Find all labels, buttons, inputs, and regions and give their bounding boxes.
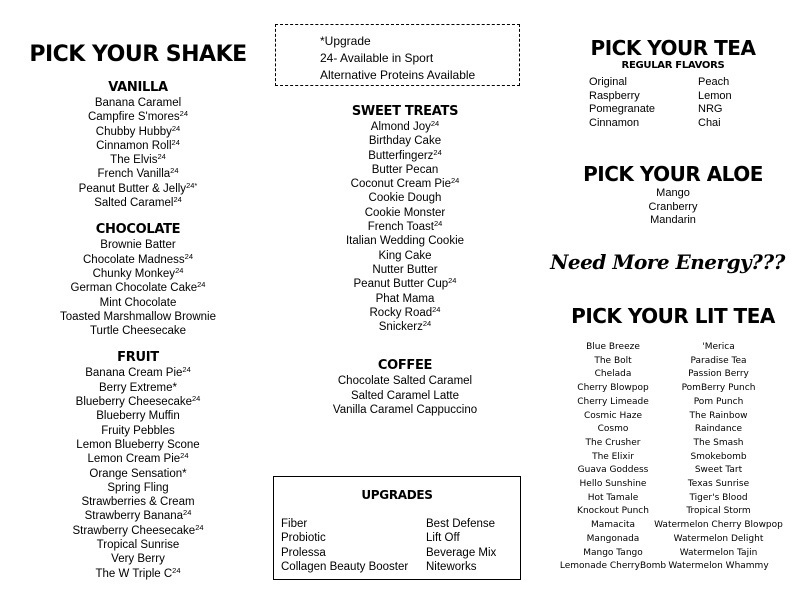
sport-marker: 24 xyxy=(422,319,432,329)
list-item xyxy=(290,389,520,403)
upgrades-title: UPGRADES xyxy=(361,488,433,502)
sport-marker: 24 xyxy=(171,137,180,147)
list-item xyxy=(290,206,520,220)
list-item xyxy=(25,424,251,438)
shake-title: PICK YOUR SHAKE xyxy=(29,42,247,67)
list-item xyxy=(25,538,251,552)
flavor-name: Butter Pecan xyxy=(371,163,439,176)
sport-marker: 24 xyxy=(179,109,188,119)
section-heading: SWEET TREATS xyxy=(351,104,459,119)
flavor-name: Strawberries & Cream xyxy=(81,496,195,509)
list-item: Chelada xyxy=(594,369,632,380)
flavor-name: Tropical Sunrise xyxy=(96,539,180,552)
list-item xyxy=(290,120,520,134)
sport-marker: 24 xyxy=(183,508,192,518)
flavor-name: Toasted Marshmallow Brownie xyxy=(60,310,216,323)
flavor-name: Banana Cream Pie xyxy=(85,367,183,380)
upgrades-right-list xyxy=(426,517,496,574)
list-item xyxy=(25,253,251,267)
list-item xyxy=(290,149,520,163)
flavor-name: German Chocolate Cake xyxy=(70,282,198,295)
flavor-name: Chocolate Madness xyxy=(83,253,185,266)
list-item xyxy=(290,163,520,177)
list-item: Peach xyxy=(698,76,730,88)
flavor-name: Strawberry Banana xyxy=(84,510,184,523)
section-heading: FRUIT xyxy=(117,350,159,366)
list-item: Watermelon Tajin xyxy=(679,547,758,558)
list-item: Watermelon Whammy xyxy=(668,561,769,572)
flavor-name: Chunky Monkey xyxy=(92,267,176,280)
flavor-name: Chubby Hubby xyxy=(95,125,172,138)
list-item: Guava Goddess xyxy=(577,465,649,476)
list-item xyxy=(25,452,251,466)
flavor-name: Cookie Monster xyxy=(364,206,446,219)
list-item: Mango xyxy=(656,187,690,199)
list-item: The Rainbow xyxy=(689,410,748,421)
list-item: Lemonade CherryBomb xyxy=(559,561,667,572)
list-item: Texas Sunrise xyxy=(687,479,750,490)
list-item xyxy=(290,374,520,388)
sport-marker: 24 xyxy=(197,280,206,290)
flavor-name: Rocky Road xyxy=(369,306,433,319)
list-item: Smokebomb xyxy=(690,451,747,462)
list-item: Passion Berry xyxy=(688,369,749,380)
shake-section-chocolate xyxy=(25,222,251,338)
flavor-name: Coconut Cream Pie xyxy=(350,178,451,191)
sport-marker: 24 xyxy=(432,304,441,314)
sport-marker: 24* xyxy=(186,180,198,190)
sport-marker: 24 xyxy=(170,166,179,176)
flavor-name: Fruity Pebbles xyxy=(101,424,175,437)
list-item xyxy=(290,292,520,306)
flavor-name: French Vanilla xyxy=(97,168,171,181)
list-item: Tiger's Blood xyxy=(689,492,748,503)
flavor-name: Cinnamon Roll xyxy=(96,139,172,152)
lit-tea-title: PICK YOUR LIT TEA xyxy=(571,304,775,328)
aloe-list xyxy=(558,187,788,228)
upgrades-left-list xyxy=(281,517,408,574)
flavor-name: The W Triple C xyxy=(95,567,173,580)
sport-marker: 24 xyxy=(433,147,442,157)
flavor-name: Orange Sensation* xyxy=(89,467,187,480)
list-item xyxy=(25,381,251,395)
list-item xyxy=(25,167,251,181)
list-item xyxy=(25,238,251,252)
sport-marker: 24 xyxy=(175,265,184,275)
lit-tea-menu xyxy=(558,304,788,572)
shake-sections xyxy=(25,80,251,581)
list-item: Watermelon Delight xyxy=(673,533,764,544)
flavor-name: Peanut Butter & Jelly xyxy=(78,182,187,195)
list-item: Cherry Blowpop xyxy=(577,383,649,394)
sport-marker: 24 xyxy=(430,119,440,128)
flavor-name: Banana Caramel xyxy=(94,97,182,109)
flavor-name: Lemon Blueberry Scone xyxy=(76,438,200,451)
list-item xyxy=(25,409,251,423)
list-item xyxy=(25,110,251,124)
list-item xyxy=(25,267,251,281)
list-item: NRG xyxy=(698,103,723,115)
list-item: The Elixir xyxy=(592,451,634,462)
sport-marker: 24 xyxy=(192,394,201,404)
tea-menu xyxy=(558,36,788,129)
list-item: The Crusher xyxy=(585,437,641,448)
sport-marker: 24 xyxy=(433,219,443,229)
flavor-name: Campfire S'mores xyxy=(87,111,180,124)
sport-marker: 24 xyxy=(172,565,181,575)
list-item: Original xyxy=(589,76,627,88)
list-item: 'Merica xyxy=(702,342,735,352)
flavor-name: Almond Joy xyxy=(370,121,431,133)
flavor-name: Cookie Dough xyxy=(368,192,442,205)
section-heading: VANILLA xyxy=(108,80,168,95)
list-item: Cosmo xyxy=(597,424,629,435)
list-item: Paradise Tea xyxy=(690,355,747,366)
list-item: Mangonada xyxy=(586,533,640,544)
flavor-name: French Toast xyxy=(367,221,434,234)
list-item xyxy=(290,306,520,320)
flavor-name: King Cake xyxy=(378,249,432,262)
flavor-list xyxy=(25,366,251,580)
list-item: Collagen Beauty Booster xyxy=(281,560,409,573)
list-item: Best Defense xyxy=(426,518,496,530)
list-item xyxy=(25,324,251,338)
list-item: Pom Punch xyxy=(693,396,744,407)
flavor-name: Chocolate Salted Caramel xyxy=(337,375,473,388)
list-item: Hot Tamale xyxy=(587,492,639,503)
list-item: Sweet Tart xyxy=(694,465,743,476)
flavor-list xyxy=(290,120,520,334)
flavor-name: Phat Mama xyxy=(375,292,435,305)
list-item: Lift Off xyxy=(426,532,460,545)
middle-section-coffee xyxy=(290,358,520,417)
section-heading: COFFEE xyxy=(377,358,433,374)
tea-title: PICK YOUR TEA xyxy=(590,36,756,60)
flavor-list xyxy=(25,96,251,210)
list-item: Chai xyxy=(698,116,721,129)
list-item: Knockout Punch xyxy=(577,506,649,517)
flavor-name: Birthday Cake xyxy=(368,135,442,148)
list-item xyxy=(290,277,520,291)
list-item: Prolessa xyxy=(281,546,326,559)
flavor-name: Brownie Batter xyxy=(100,239,176,252)
flavor-name: Blueberry Muffin xyxy=(96,410,180,423)
list-item: Mandarin xyxy=(650,214,696,226)
sport-marker: 24 xyxy=(195,522,204,532)
flavor-name: Turtle Cheesecake xyxy=(89,325,187,338)
flavor-name: Very Berry xyxy=(111,553,165,566)
sport-marker: 24 xyxy=(180,451,189,461)
aloe-menu xyxy=(558,162,788,228)
sport-marker: 24 xyxy=(157,152,166,162)
shake-section-vanilla xyxy=(25,80,251,210)
flavor-list xyxy=(25,238,251,338)
list-item xyxy=(25,182,251,196)
legend-note-box xyxy=(275,24,520,86)
list-item xyxy=(290,263,520,277)
list-item xyxy=(25,524,251,538)
list-item xyxy=(25,125,251,139)
list-item: Raspberry xyxy=(589,89,640,102)
list-item: Cosmic Haze xyxy=(583,410,643,421)
sport-marker: 24 xyxy=(184,251,193,261)
list-item: Cranberry xyxy=(648,200,698,213)
middle-sections xyxy=(290,104,520,417)
flavor-name: Italian Wedding Cookie xyxy=(345,235,465,248)
list-item xyxy=(25,153,251,167)
list-item xyxy=(290,403,520,417)
list-item xyxy=(25,467,251,481)
list-item: Cherry Limeade xyxy=(577,396,649,407)
flavor-name: Snickerz xyxy=(378,321,423,334)
list-item xyxy=(290,134,520,148)
upgrades-box xyxy=(273,476,521,580)
flavor-name: Butterfingerz xyxy=(368,149,434,162)
tea-left-list xyxy=(589,76,655,130)
middle-menu xyxy=(290,104,520,417)
list-item xyxy=(290,234,520,248)
sport-marker: 24 xyxy=(173,195,182,205)
list-item xyxy=(25,310,251,324)
list-item: Beverage Mix xyxy=(426,546,497,559)
list-item xyxy=(25,567,251,581)
middle-section-sweet-treats xyxy=(290,104,520,334)
list-item: The Bolt xyxy=(594,355,632,366)
list-item xyxy=(290,220,520,234)
list-item xyxy=(290,191,520,205)
flavor-name: Salted Caramel Latte xyxy=(350,389,460,402)
flavor-name: The Elvis xyxy=(110,154,158,167)
flavor-list xyxy=(290,374,520,417)
list-item xyxy=(25,509,251,523)
list-item xyxy=(290,177,520,191)
list-item: The Smash xyxy=(693,437,744,448)
list-item xyxy=(25,366,251,380)
list-item xyxy=(25,96,251,110)
list-item: Tropical Storm xyxy=(686,506,751,517)
list-item: Cinnamon xyxy=(589,116,640,129)
list-item: Probiotic xyxy=(281,532,326,545)
flavor-name: Nutter Butter xyxy=(372,263,438,276)
list-item xyxy=(25,139,251,153)
section-heading: CHOCOLATE xyxy=(95,222,181,238)
list-item: Hello Sunshine xyxy=(579,479,647,490)
shake-menu xyxy=(25,42,251,581)
list-item: Pomegranate xyxy=(589,103,656,115)
list-item: Watermelon Cherry Blowpop xyxy=(654,520,783,531)
flavor-name: Salted Caramel xyxy=(94,197,174,210)
list-item: Niteworks xyxy=(426,560,477,573)
list-item xyxy=(290,249,520,263)
flavor-name: Peanut Butter Cup xyxy=(353,278,449,291)
flavor-name: Strawberry Cheesecake xyxy=(72,524,196,537)
energy-banner: Need More Energy??? xyxy=(550,250,785,274)
list-item: Raindance xyxy=(694,424,743,435)
flavor-name: Blueberry Cheesecake xyxy=(75,396,192,409)
list-item xyxy=(25,552,251,566)
legend-upgrade: *Upgrade xyxy=(320,34,371,48)
list-item: PomBerry Punch xyxy=(681,383,756,394)
list-item: Lemon xyxy=(698,89,732,102)
legend-sport: 24- Available in Sport xyxy=(320,51,434,65)
list-item: Fiber xyxy=(281,518,308,530)
shake-section-fruit xyxy=(25,350,251,580)
flavor-name: Berry Extreme* xyxy=(99,381,177,394)
aloe-title: PICK YOUR ALOE xyxy=(583,162,763,186)
sport-marker: 24 xyxy=(451,176,460,186)
list-item xyxy=(25,196,251,210)
tea-right-list xyxy=(698,76,732,130)
list-item xyxy=(25,395,251,409)
flavor-name: Spring Fling xyxy=(107,481,169,494)
lit-tea-right-list xyxy=(646,341,791,574)
list-item xyxy=(25,281,251,295)
sport-marker: 24 xyxy=(171,123,181,133)
list-item: Mamacita xyxy=(590,520,636,531)
list-item xyxy=(25,438,251,452)
legend-alt-proteins: Alternative Proteins Available xyxy=(320,68,476,82)
sport-marker: 24 xyxy=(182,365,191,375)
list-item xyxy=(290,320,520,334)
list-item xyxy=(25,481,251,495)
sport-marker: 24 xyxy=(448,276,457,286)
flavor-name: Mint Chocolate xyxy=(99,296,177,309)
flavor-name: Vanilla Caramel Cappuccino xyxy=(332,404,478,417)
list-item xyxy=(25,296,251,310)
flavor-name: Lemon Cream Pie xyxy=(87,453,181,466)
list-item: Mango Tango xyxy=(583,547,643,558)
list-item xyxy=(25,495,251,509)
tea-subtitle: REGULAR FLAVORS xyxy=(621,60,725,71)
list-item: Blue Breeze xyxy=(586,342,640,352)
